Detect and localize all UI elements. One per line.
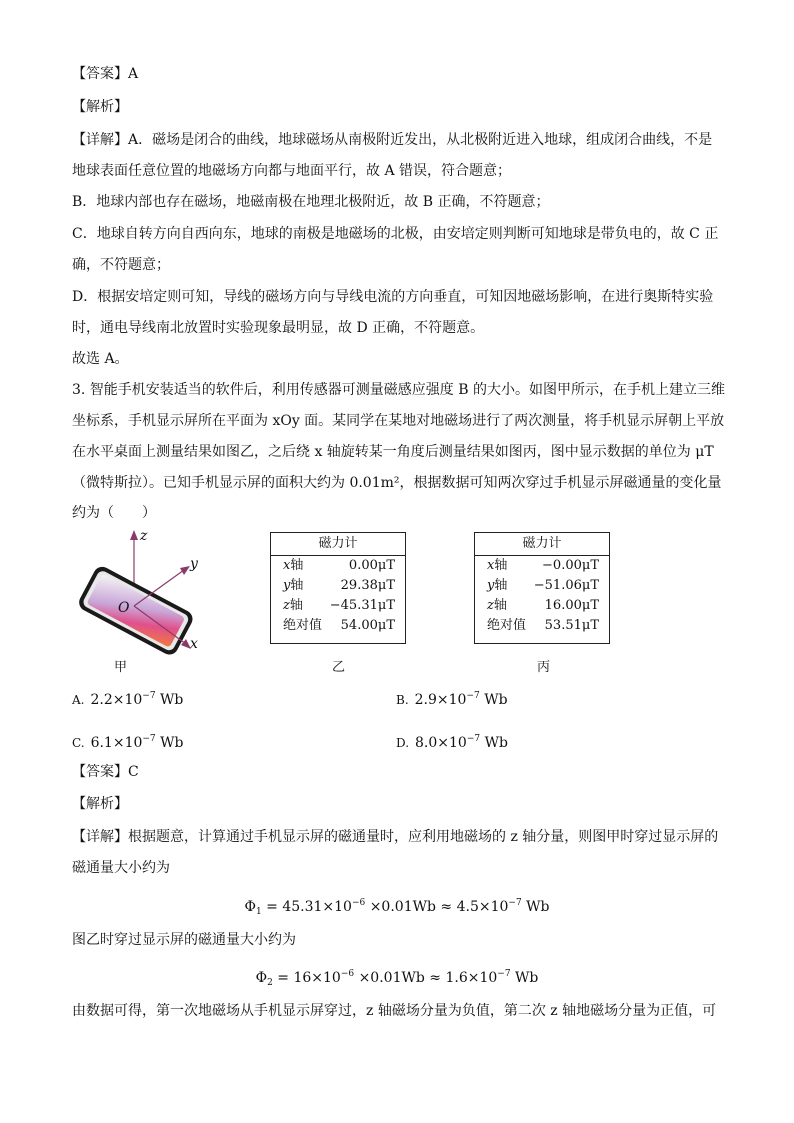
q3-stem-line5: 约为（ ） [72, 505, 156, 521]
q3-detail-line4: 由数据可得，第一次地磁场从手机显示屏穿过，z 轴磁场分量为负值，第二次 z 轴地磁场分量为正值，可 [72, 1003, 717, 1019]
q2-detail-line7: 时，通电导线南北放置时实验现象最明显，故 D 正确，不符题意。 [72, 320, 485, 336]
table-row: x轴 0.00μT [283, 558, 395, 573]
axis-label-y: y [190, 556, 198, 572]
q3-detail-line3: 图乙时穿过显示屏的磁通量大小约为 [72, 932, 296, 948]
caption-jia: 甲 [114, 660, 128, 675]
q3-stem-line3: 在水平桌面上测量结果如图乙，之后绕 x 轴旋转某一角度后测量结果如图丙，图中显示数据的单位为 μT [72, 444, 714, 460]
table-row: z轴 16.00μT [487, 598, 599, 613]
q3-stem-line1: 3. 智能手机安装适当的软件后，利用传感器可测量磁感应强度 B 的大小。如图甲所示，在手机上建立三维 [72, 382, 725, 398]
q3-answer: 【答案】C [72, 764, 139, 780]
option-d[interactable]: D. $8.0\times 10^{-7}$ Wb [396, 734, 508, 751]
q3-detail-line2: 磁通量大小约为 [72, 860, 170, 876]
q2-detail-line2: 地球表面任意位置的地磁场方向都与地面平行，故 A 错误，符合题意； [72, 163, 512, 179]
q2-detail-line6: D．根据安培定则可知，导线的磁场方向与导线电流的方向垂直，可知因地磁场影响，在进行奥斯特实验 [72, 289, 714, 305]
phone-axes-diagram [60, 528, 210, 658]
axis-label-x: x [190, 636, 198, 652]
caption-yi: 乙 [332, 660, 346, 675]
equation-phi2: $\Phi_2 = 16\times 10^{-6} \times 0.01Wb \approx 1.6\times 10^{-7}$ Wb [255, 969, 539, 988]
magnetometer-table-yi [270, 532, 406, 644]
table-row: y轴 −51.06μT [487, 578, 599, 593]
q3-stem-line4: （微特斯拉）。已知手机显示屏的面积大约为 0.01m²，根据数据可知两次穿过手机显示屏磁通量的变化量 [72, 475, 722, 491]
option-c[interactable]: C. $6.1\times 10^{-7}$ Wb [72, 734, 184, 751]
q2-detail-line1: 【详解】A．磁场是闭合的曲线，地球磁场从南极附近发出，从北极附近进入地球，组成闭合曲线，不是 [72, 132, 713, 148]
q2-detail-line3: B．地球内部也存在磁场，地磁南极在地理北极附近，故 B 正确，不符题意； [72, 194, 550, 210]
option-a[interactable]: A. $2.2\times 10^{-7}$ Wb [72, 691, 184, 708]
phone-figure [60, 528, 210, 662]
y-axis-arrow [180, 566, 190, 575]
q2-detail-line4: C．地球自转方向自西向东，地球的南极是地磁场的北极，由安培定则判断可知地球是带负电的，故 C 正 [72, 226, 719, 242]
table-row: z轴 −45.31μT [283, 598, 395, 613]
origin-label: O [118, 600, 130, 616]
option-b[interactable]: B. $2.9\times 10^{-7}$ Wb [396, 691, 508, 708]
caption-bing: 丙 [537, 660, 551, 675]
magnetometer-table-bing [474, 532, 610, 644]
z-axis-arrow [130, 530, 138, 540]
equation-phi1: $\Phi_1 = 45.31\times 10^{-6} \times 0.01Wb \approx 4.5\times 10^{-7}$ Wb [244, 898, 550, 917]
q3-stem-line2: 坐标系，手机显示屏所在平面为 xOy 面。某同学在某地对地磁场进行了两次测量，将手机显示屏朝上平放 [72, 413, 725, 429]
q2-detail-line5: 确，不符题意； [72, 257, 170, 273]
table-title: 磁力计 [475, 533, 609, 556]
phone-body [76, 564, 196, 658]
q2-answer: 【答案】A [72, 66, 139, 82]
table-row: 绝对值 53.51μT [487, 618, 599, 633]
table-row: x轴 −0.00μT [487, 558, 599, 573]
table-row: 绝对值 54.00μT [283, 618, 395, 633]
q3-analysis-label: 【解析】 [72, 796, 128, 812]
table-title: 磁力计 [271, 533, 405, 556]
q2-conclusion: 故选 A。 [72, 351, 129, 367]
axis-label-z: z [140, 528, 148, 544]
table-row: y轴 29.38μT [283, 578, 395, 593]
q2-analysis-label: 【解析】 [72, 99, 128, 115]
q3-detail-line1: 【详解】根据题意，计算通过手机显示屏的磁通量时，应利用地磁场的 z 轴分量，则图甲时穿过显示屏的 [72, 829, 719, 845]
